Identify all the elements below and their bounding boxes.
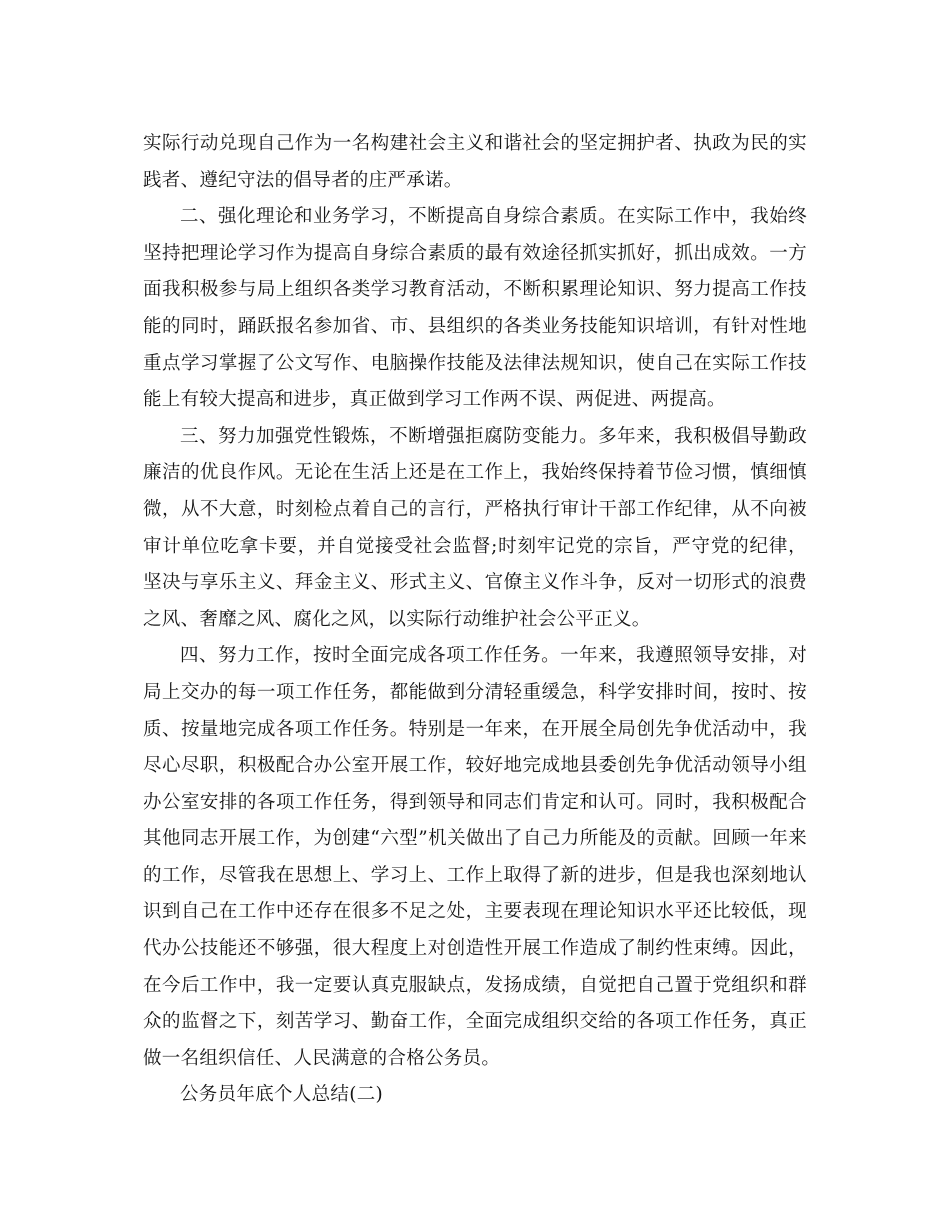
paragraph-continuation: 实际行动兑现自己作为一名构建社会主义和谐社会的坚定拥护者、执政为民的实践者、遵纪守法的倡导者的庄严承诺。 <box>143 133 807 191</box>
section-heading: 公务员年底个人总结(二) <box>180 1084 384 1106</box>
paragraph-integrity: 三、努力加强党性锻炼，不断增强拒腐防变能力。多年来，我积极倡导勤政廉洁的优良作风。无论在生活上还是在工作上，我始终保持着节俭习惯，慎细慎微，从不大意，时刻检点着自己的言行，严格执行审计干部工作纪律，从不向被审计单位吃拿卡要，并自觉接受社会监督;时刻牢记党的宗旨，严守党的纪律，坚决与享乐主义、拜金主义、形式主义、官僚主义作斗争，反对一切形式的浪费之风、奢靡之风、腐化之风，以实际行动维护社会公平正义。 <box>143 425 807 630</box>
paragraph-work-tasks: 四、努力工作，按时全面完成各项工作任务。一年来，我遵照领导安排，对局上交办的每一项工作任务，都能做到分清轻重缓急，科学安排时间，按时、按质、按量地完成各项工作任务。特别是一年来，在开展全局创先争优活动中，我尽心尽职，积极配合办公室开展工作，较好地完成地县委创先争优活动领导小组办公室安排的各项工作任务，得到领导和同志们肯定和认可。同时，我积极配合其他同志开展工作，为创建“六型”机关做出了自己力所能及的贡献。回顾一年来的工作，尽管我在思想上、学习上、工作上取得了新的进步，但是我也深刻地认识到自己在工作中还存在很多不足之处，主要表现在理论知识水平还比较低，现代办公技能还不够强，很大程度上对创造性开展工作造成了制约性束缚。因此，在今后工作中，我一定要认真克服缺点，发扬成绩，自觉把自己置于党组织和群众的监督之下，刻苦学习、勤奋工作，全面完成组织交给的各项工作任务，真正做一名组织信任、人民满意的合格公务员。 <box>143 645 807 1069</box>
document-body <box>143 126 807 1114</box>
paragraph-study: 二、强化理论和业务学习，不断提高自身综合素质。在实际工作中，我始终坚持把理论学习作为提高自身综合素质的最有效途径抓实抓好，抓出成效。一方面我积极参与局上组织各类学习教育活动，不断积累理论知识、努力提高工作技能的同时，踊跃报名参加省、市、县组织的各类业务技能知识培训，有针对性地重点学习掌握了公文写作、电脑操作技能及法律法规知识，使自己在实际工作技能上有较大提高和进步，真正做到学习工作两不误、两促进、两提高。 <box>143 206 807 411</box>
